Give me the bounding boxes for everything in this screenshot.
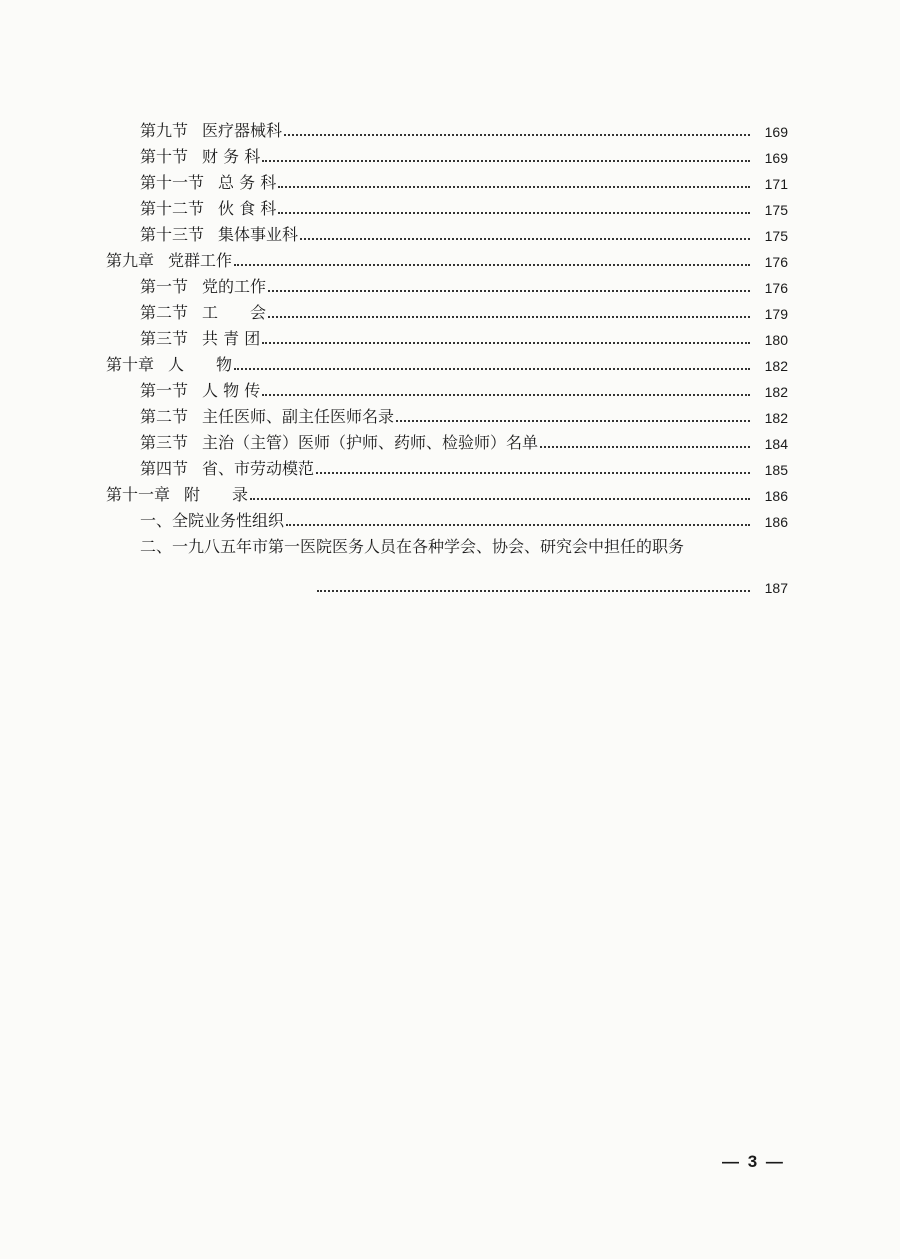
toc-entry-page: 186 — [764, 514, 788, 530]
toc-leader-dots — [300, 238, 750, 240]
table-of-contents — [0, 117, 900, 599]
toc-entry-title: 人 物 — [168, 355, 233, 374]
toc-entry-number: 第一节 — [140, 277, 189, 296]
toc-entry-title: 人 物 传 — [202, 381, 261, 400]
toc-entry[interactable] — [0, 299, 900, 325]
toc-entry-number: 第十一节 — [140, 173, 205, 192]
toc-entry-page: 175 — [764, 202, 788, 218]
toc-leader-dots — [262, 160, 750, 162]
toc-leader-dots — [262, 394, 750, 396]
toc-entry-page: 176 — [764, 254, 788, 270]
toc-entry-title: 财 务 科 — [202, 147, 261, 166]
toc-entry-number: 第十章 — [106, 355, 155, 374]
toc-entry-title: 二、一九八五年市第一医院医务人员在各种学会、协会、研究会中担任的职务 — [140, 537, 685, 556]
toc-entry-page: 169 — [764, 150, 788, 166]
toc-entry-page: 180 — [764, 332, 788, 348]
toc-entry-page: 182 — [764, 410, 788, 426]
toc-entry[interactable] — [0, 117, 900, 143]
toc-entry[interactable] — [0, 403, 900, 429]
toc-chapter-entry[interactable] — [0, 351, 900, 377]
toc-entry-appendix-long[interactable] — [0, 533, 900, 559]
toc-entry-title: 主任医师、副主任医师名录 — [202, 407, 395, 426]
toc-leader-dots — [262, 342, 750, 344]
toc-entry[interactable] — [0, 273, 900, 299]
toc-entry-title: 工 会 — [202, 303, 267, 322]
toc-entry[interactable] — [0, 377, 900, 403]
toc-entry[interactable] — [0, 325, 900, 351]
toc-leader-dots — [278, 186, 750, 188]
toc-leader-dots — [268, 290, 750, 292]
toc-chapter-entry[interactable] — [0, 247, 900, 273]
toc-entry-number: 第十一章 — [106, 485, 171, 504]
toc-entry[interactable] — [0, 221, 900, 247]
toc-entry-number: 第九章 — [106, 251, 155, 270]
toc-leader-dots — [278, 212, 750, 214]
toc-entry-number: 第十节 — [140, 147, 189, 166]
toc-entry-number: 第三节 — [140, 329, 189, 348]
toc-leader-dots — [316, 472, 750, 474]
toc-entry-number: 第四节 — [140, 459, 189, 478]
toc-entry-continuation[interactable] — [0, 559, 900, 599]
toc-entry-page: 179 — [764, 306, 788, 322]
toc-entry-title: 集体事业科 — [218, 225, 299, 244]
toc-leader-dots — [284, 134, 750, 136]
toc-entry-number: 第十三节 — [140, 225, 205, 244]
toc-entry-title: 省、市劳动模范 — [202, 459, 315, 478]
toc-entry[interactable] — [0, 195, 900, 221]
toc-entry-title: 附 录 — [184, 485, 249, 504]
toc-entry[interactable] — [0, 429, 900, 455]
toc-entry-title: 医疗器械科 — [202, 121, 283, 140]
toc-entry-page: 182 — [764, 358, 788, 374]
toc-entry-page: 169 — [764, 124, 788, 140]
toc-entry-page: 184 — [764, 436, 788, 452]
toc-entry-page: 187 — [764, 580, 788, 596]
toc-entry-number: 第三节 — [140, 433, 189, 452]
toc-entry-number: 第二节 — [140, 303, 189, 322]
toc-entry-page: 175 — [764, 228, 788, 244]
toc-entry[interactable] — [0, 507, 900, 533]
toc-entry-page: 186 — [764, 488, 788, 504]
toc-leader-dots — [317, 590, 750, 592]
page-number: — 3 — — [722, 1152, 785, 1171]
toc-entry-title: 一、全院业务性组织 — [140, 511, 285, 530]
toc-entry[interactable] — [0, 169, 900, 195]
toc-leader-dots — [396, 420, 750, 422]
toc-entry[interactable] — [0, 455, 900, 481]
toc-entry-title: 主治（主管）医师（护师、药师、检验师）名单 — [202, 433, 539, 452]
toc-entry-title: 伙 食 科 — [218, 199, 277, 218]
toc-entry[interactable] — [0, 143, 900, 169]
toc-entry-number: 第一节 — [140, 381, 189, 400]
toc-leader-dots — [268, 316, 750, 318]
toc-leader-dots — [234, 264, 750, 266]
toc-entry-page: 182 — [764, 384, 788, 400]
toc-entry-number: 第九节 — [140, 121, 189, 140]
toc-entry-title: 总 务 科 — [218, 173, 277, 192]
toc-leader-dots — [286, 524, 750, 526]
toc-entry-page: 176 — [764, 280, 788, 296]
toc-entry-title: 党群工作 — [168, 251, 233, 270]
toc-leader-dots — [540, 446, 750, 448]
toc-entry-page: 171 — [764, 176, 788, 192]
toc-entry-title: 共 青 团 — [202, 329, 261, 348]
toc-leader-dots — [250, 498, 750, 500]
toc-entry-number: 第二节 — [140, 407, 189, 426]
toc-chapter-entry[interactable] — [0, 481, 900, 507]
toc-entry-title: 党的工作 — [202, 277, 267, 296]
toc-entry-number: 第十二节 — [140, 199, 205, 218]
toc-leader-dots — [234, 368, 750, 370]
toc-entry-page: 185 — [764, 462, 788, 478]
